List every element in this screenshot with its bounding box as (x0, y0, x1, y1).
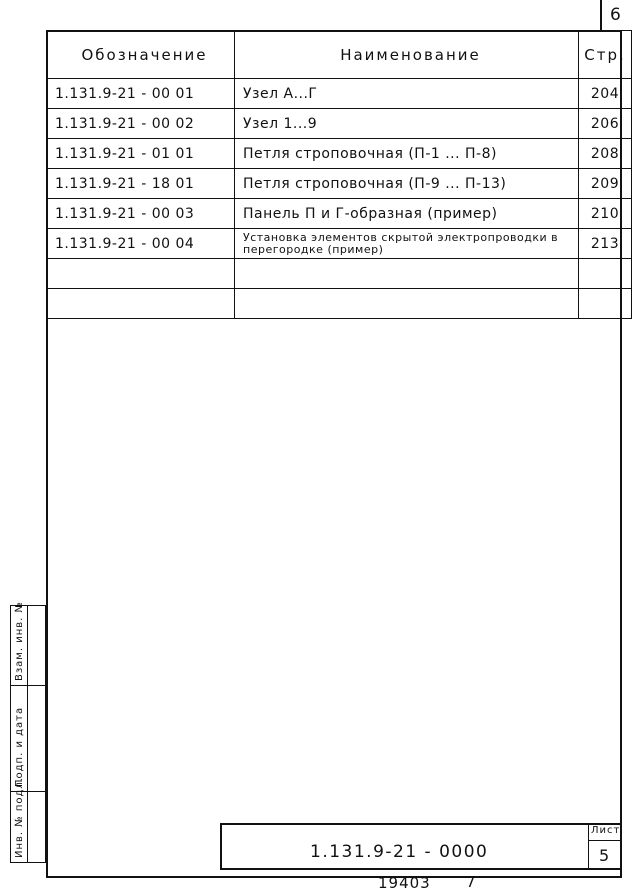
page-number: 6 (610, 5, 622, 25)
specification-table (46, 30, 632, 319)
empty-cell (235, 289, 579, 319)
row-name: Узел А...Г (235, 79, 579, 109)
row-page: 208 (579, 139, 632, 169)
row-designation: 1.131.9-21 - 00 03 (47, 199, 235, 229)
table-row-empty (47, 289, 632, 319)
row-designation: 1.131.9-21 - 00 01 (47, 79, 235, 109)
header-name: Наименование (235, 31, 579, 79)
empty-cell (579, 259, 632, 289)
binding-margin-stamp (10, 601, 46, 863)
sheet-divider (588, 840, 622, 841)
stamp-divider (27, 606, 28, 685)
stamp-cell-exchange (11, 601, 45, 686)
stamp-cell-original (11, 777, 45, 862)
row-name: Петля строповочная (П-1 ... П-8) (235, 139, 579, 169)
stamp-divider (27, 686, 28, 791)
stamp-original-inv: Инв. № подл. (14, 777, 25, 858)
stamp-exchange-inv: Взам. инв. № (14, 601, 25, 681)
row-page: 210 (579, 199, 632, 229)
table-header-row (47, 31, 632, 79)
row-name: Узел 1...9 (235, 109, 579, 139)
row-designation: 1.131.9-21 - 00 04 (47, 229, 235, 259)
header-page: Стр. (579, 31, 632, 79)
row-page: 209 (579, 169, 632, 199)
empty-cell (579, 289, 632, 319)
document-code: 1.131.9-21 - 0000 (310, 842, 489, 862)
table-row (47, 139, 632, 169)
table-row (47, 109, 632, 139)
row-name: Установка элементов скрытой электропроводки в перегородке (пример) (235, 229, 579, 259)
bottom-code: 19403 (378, 874, 431, 892)
table-row (47, 199, 632, 229)
row-page: 213 (579, 229, 632, 259)
empty-cell (47, 289, 235, 319)
table-row (47, 79, 632, 109)
sheet-number: 5 (599, 846, 611, 865)
empty-cell (47, 259, 235, 289)
row-name: Петля строповочная (П-9 ... П-13) (235, 169, 579, 199)
table-row-empty (47, 259, 632, 289)
stamp-divider (27, 792, 28, 862)
empty-cell (235, 259, 579, 289)
stamp-signature-date: Подп. и дата (14, 706, 25, 787)
row-name: Панель П и Г-образная (пример) (235, 199, 579, 229)
table-row (47, 169, 632, 199)
bottom-number: 7 (466, 873, 477, 891)
row-designation: 1.131.9-21 - 18 01 (47, 169, 235, 199)
row-page: 204 (579, 79, 632, 109)
row-designation: 1.131.9-21 - 01 01 (47, 139, 235, 169)
row-page: 206 (579, 109, 632, 139)
table-row (47, 229, 632, 259)
sheet-label: Лист (591, 825, 621, 836)
header-designation: Обозначение (47, 31, 235, 79)
row-designation: 1.131.9-21 - 00 02 (47, 109, 235, 139)
